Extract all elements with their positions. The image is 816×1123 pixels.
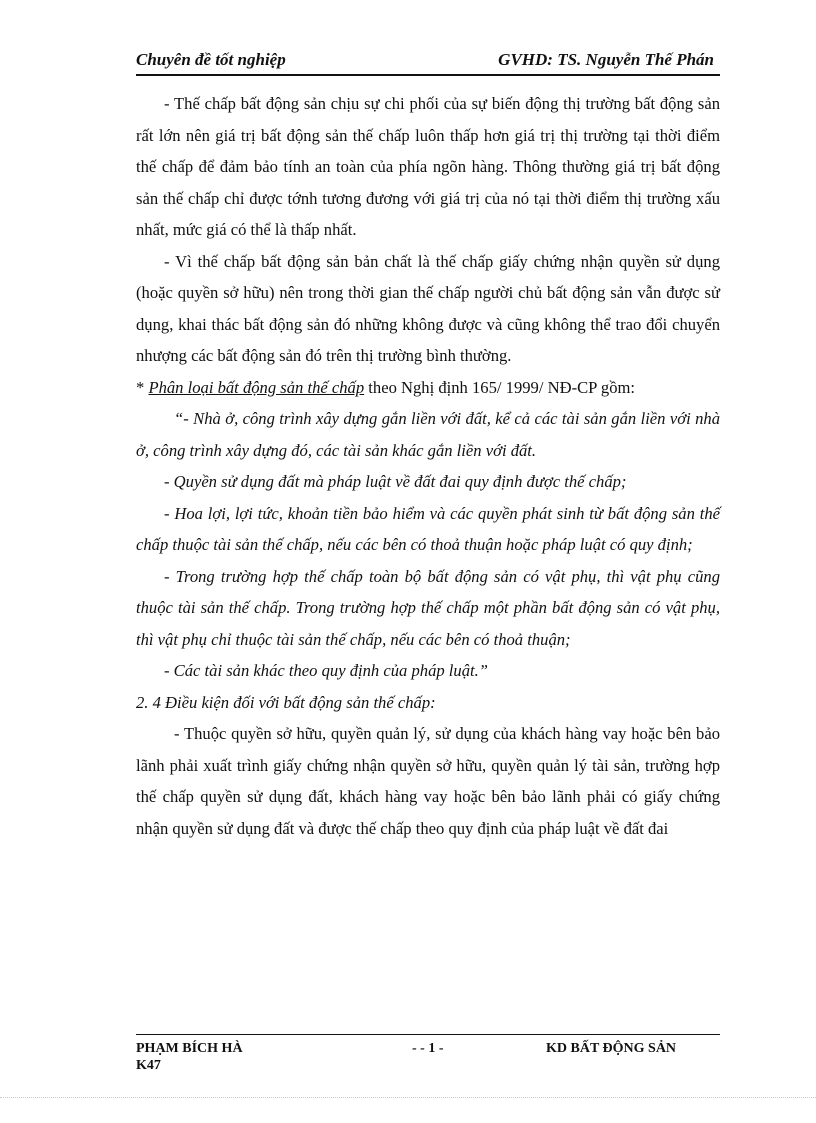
- paragraph-ownership-conditions: - Thuộc quyền sở hữu, quyền quản lý, sử dụng của khách hàng vay hoặc bên bảo lãnh phải xuất trình giấy chứng nhận quyền sở hữu, quyền quản lý tài sản, trường hợp thế chấp quyền sử dụng đất, khách hàng vay hoặc bên bảo lãnh phải có giấy chứng nhận quyền sử dụng đất và được thế chấp theo quy định của pháp luật về đất đai: [136, 724, 720, 838]
- paragraph-market-influence: - Thế chấp bất động sản chịu sự chi phối của sự biến động thị trường bất động sản rất lớn nên giá trị bất động sản thế chấp luôn thấp hơn giá trị thị trường tại thời điểm thế chấp để đảm bảo tính an toàn của phía ngõn hàng. Thông thường giá trị bất động sản thế chấp chỉ được tớnh tương đương với giá trị của nó tại thời điểm thị trường xấu nhất, mức giá có thể là thấp nhất.: [136, 94, 720, 239]
- quote-item-accessories: - Trong trường hợp thế chấp toàn bộ bất động sản có vật phụ, thì vật phụ cũng thuộc tài sản thế chấp. Trong trường hợp thế chấp một phần bất động sản có vật phụ, thì vật phụ chỉ thuộc tài sản thế chấp, nếu các bên có thoả thuận;: [136, 566, 720, 649]
- footer-divider: [136, 1034, 720, 1035]
- paragraph-classification: [136, 372, 720, 404]
- footer-page-number: - - 1 -: [412, 1041, 444, 1056]
- footer-author: PHẠM BÍCH HÀ: [136, 1041, 243, 1056]
- footer-class: K47: [136, 1058, 161, 1073]
- footer-major: KD BẤT ĐỘNG SẢN: [546, 1041, 677, 1056]
- header-supervisor: GVHD: TS. Nguyễn Thế Phán: [498, 50, 714, 69]
- section-heading-conditions: 2. 4 Điều kiện đối với bất động sản thế chấp:: [136, 692, 436, 712]
- classification-heading-link: Phân loại bất động sản thế chấp: [148, 377, 365, 397]
- classification-decree: theo Nghị định 165/ 1999/ NĐ-CP gồm:: [364, 377, 636, 397]
- quote-item-other: - Các tài sản khác theo quy định của pháp luật.”: [164, 661, 488, 680]
- quote-item-houses: “- Nhà ở, công trình xây dựng gắn liền với đất, kể cả các tài sản gắn liền với nhà ở, công trình xây dựng đó, các tài sản khác gắn liền với đất.: [136, 409, 720, 460]
- paragraph-certificate-mortgage: - Vì thế chấp bất động sản bản chất là thế chấp giấy chứng nhận quyền sử dụng (hoặc quyền sở hữu) nên trong thời gian thế chấp người chủ bất động sản vẫn được sử dụng, khai thác bất động sản đó những không được và cũng không thể trao đổi chuyển nhượng các bất động sản đó trên thị trường bình thường.: [136, 251, 720, 365]
- quote-item-yields: - Hoa lợi, lợi tức, khoản tiền bảo hiểm và các quyền phát sinh từ bất động sản thế chấp thuộc tài sản thế chấp, nếu các bên có thoả thuận hoặc pháp luật có quy định;: [136, 503, 720, 554]
- page-bottom-edge: [0, 1097, 816, 1098]
- bullet-marker: *: [136, 377, 149, 397]
- header-course-title: Chuyên đề tốt nghiệp: [136, 50, 286, 69]
- page-body: [136, 88, 720, 844]
- quote-item-land-use: - Quyền sử dụng đất mà pháp luật về đất đai quy định được thế chấp;: [164, 472, 627, 491]
- page-header: [136, 48, 720, 76]
